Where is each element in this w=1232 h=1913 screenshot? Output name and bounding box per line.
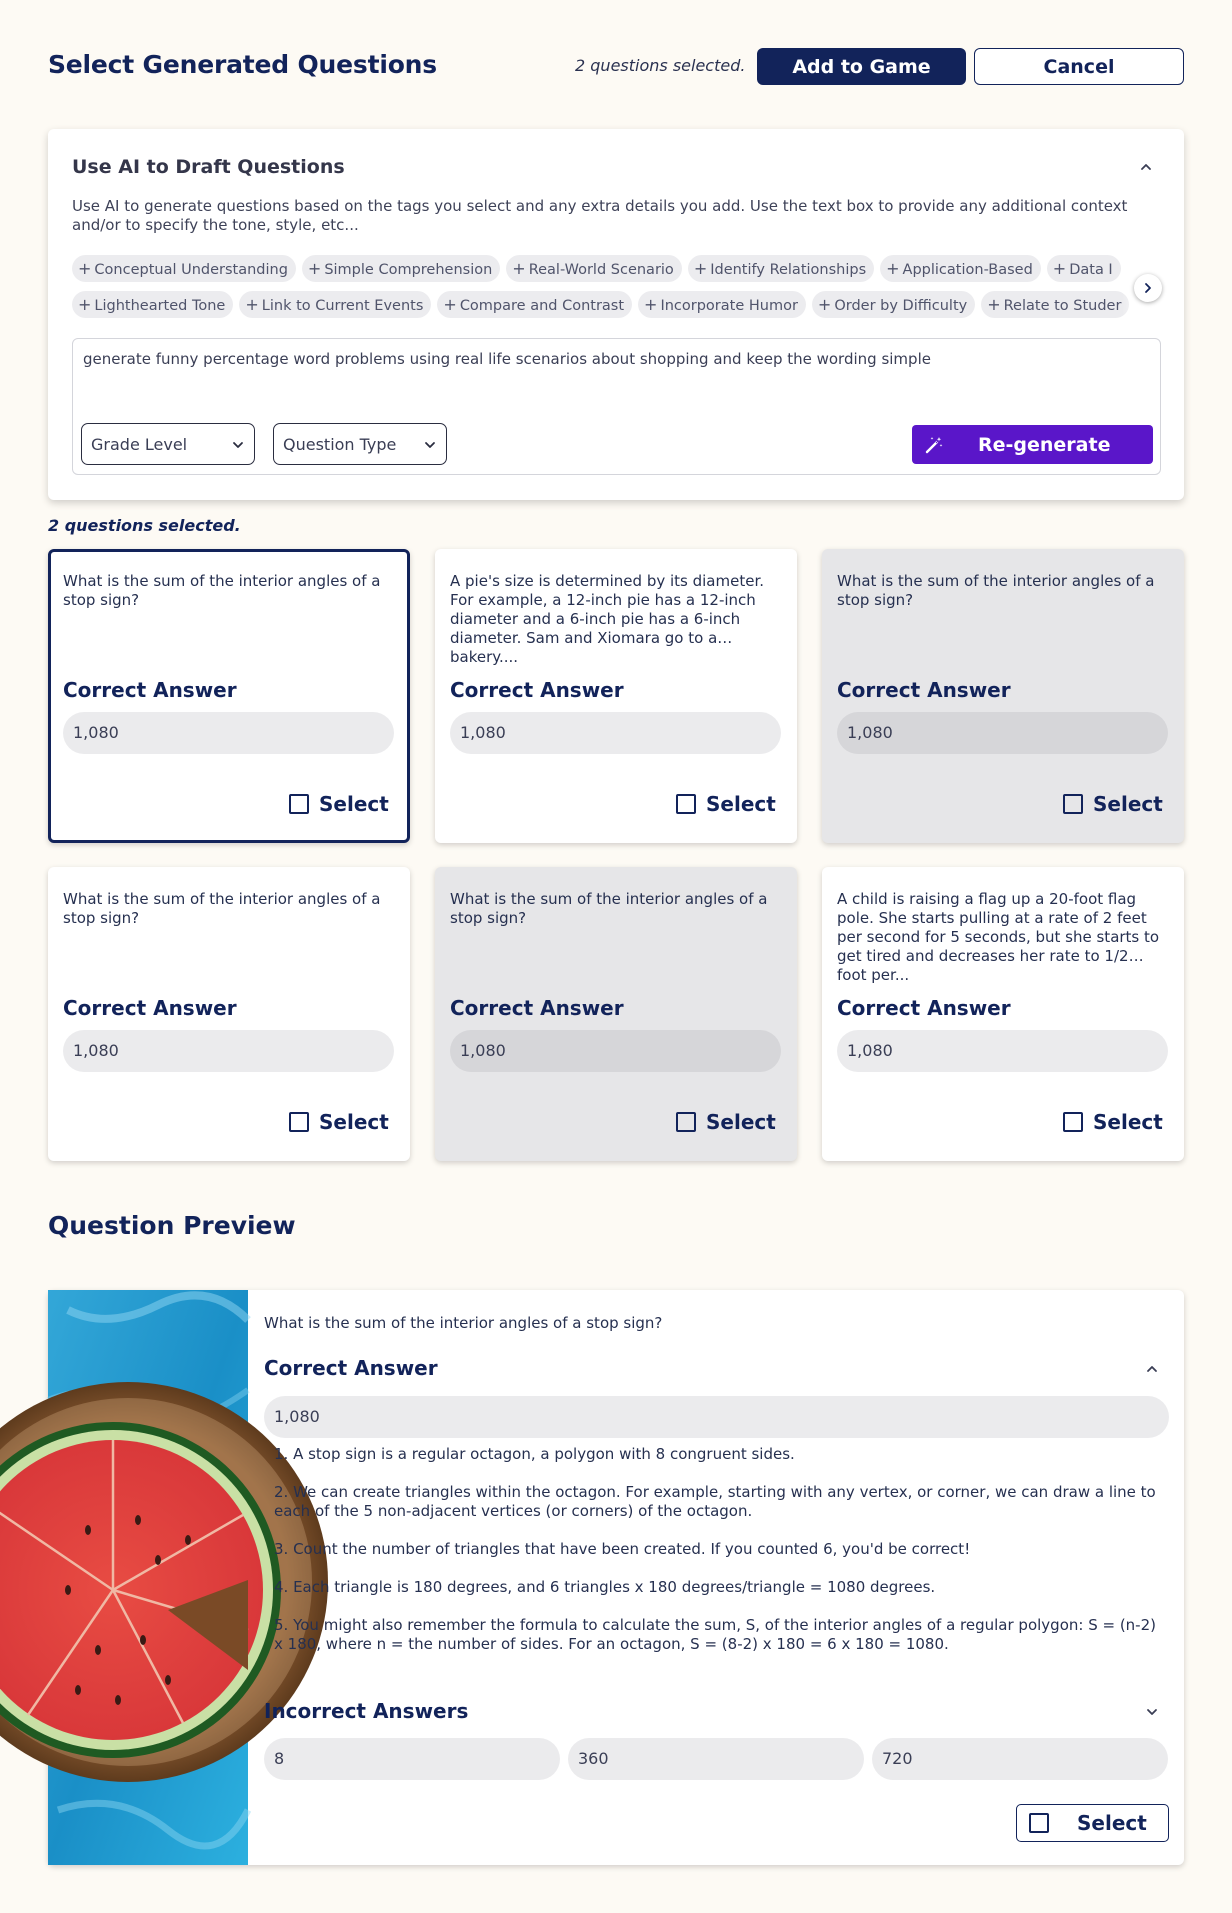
preview-select-button[interactable]: Select: [1016, 1804, 1169, 1842]
tag-chip[interactable]: + Incorporate Humor: [638, 291, 806, 318]
grade-level-select[interactable]: Grade Level: [81, 423, 255, 465]
question-card[interactable]: [822, 867, 1184, 1161]
chevron-down-icon: [423, 438, 437, 452]
tag-chip[interactable]: + Identify Relationships: [688, 255, 874, 282]
plus-icon: +: [644, 295, 658, 314]
correct-answer-label: Correct Answer: [63, 678, 237, 702]
watermelon-image: [48, 1290, 248, 1865]
question-card[interactable]: [48, 549, 410, 843]
tag-chip[interactable]: + Order by Difficulty: [812, 291, 975, 318]
plus-icon: +: [443, 295, 457, 314]
question-card[interactable]: [435, 867, 797, 1161]
tag-chip[interactable]: + Conceptual Understanding: [72, 255, 296, 282]
tag-chip[interactable]: + Data I: [1047, 255, 1121, 282]
cancel-button[interactable]: Cancel: [974, 48, 1184, 85]
plus-icon: +: [817, 295, 832, 314]
correct-answer-value: 1,080: [63, 1030, 394, 1072]
selected-count: 2 questions selected.: [575, 56, 746, 75]
correct-answer-label: Correct Answer: [837, 678, 1011, 702]
correct-answer-value: 1,080: [264, 1396, 1169, 1438]
chevron-right-icon: [1142, 282, 1154, 294]
page-header: [48, 46, 1184, 88]
tag-chip[interactable]: + Compare and Contrast: [437, 291, 632, 318]
ai-draft-panel: [48, 129, 1184, 500]
plus-icon: +: [1052, 259, 1067, 278]
tag-list: [72, 255, 1162, 325]
plus-icon: +: [78, 259, 92, 278]
select-checkbox[interactable]: Select: [1063, 790, 1157, 816]
preview-title: Question Preview: [48, 1211, 296, 1240]
card-question: A pie's size is determined by its diameter. For example, a 12-inch pie has a 12-inch diameter and a 6-inch pie has a 6-inch diameter. Sam and Xiomara go to a bakery....: [450, 572, 765, 666]
tag-chip[interactable]: + Application-Based: [880, 255, 1041, 282]
select-checkbox[interactable]: Select: [676, 790, 770, 816]
plus-icon: +: [693, 259, 708, 278]
correct-answer-label: Correct Answer: [837, 996, 1011, 1020]
correct-answer-value: 1,080: [450, 712, 781, 754]
plus-icon: +: [886, 259, 900, 278]
card-question: What is the sum of the interior angles of a stop sign?: [450, 890, 768, 927]
regenerate-button[interactable]: Re-generate: [912, 425, 1153, 464]
tags-scroll-right-button[interactable]: [1134, 274, 1162, 302]
tag-row-2: [72, 291, 1135, 318]
checkbox-icon: [1063, 794, 1083, 814]
checkbox-icon: [1029, 1813, 1049, 1833]
checkbox-icon: [1063, 1112, 1083, 1132]
incorrect-answer-value: 8: [264, 1738, 560, 1780]
preview-question: What is the sum of the interior angles of a stop sign?: [264, 1314, 663, 1332]
explanation-steps: [274, 1445, 1164, 1673]
chevron-down-icon[interactable]: [1145, 1705, 1159, 1719]
explanation-step: 4. Each triangle is 180 degrees, and 6 triangles x 180 degrees/triangle = 1080 degrees.: [274, 1578, 936, 1596]
card-question: What is the sum of the interior angles of a stop sign?: [63, 890, 381, 927]
card-question: What is the sum of the interior angles of a stop sign?: [63, 572, 381, 609]
prompt-text[interactable]: generate funny percentage word problems using real life scenarios about shopping and keep the wording simple: [83, 350, 931, 368]
correct-answer-label: Correct Answer: [450, 678, 624, 702]
add-to-game-button[interactable]: Add to Game: [757, 48, 966, 85]
ai-panel-title: Use AI to Draft Questions: [72, 156, 345, 178]
checkbox-icon: [289, 794, 309, 814]
tag-chip[interactable]: + Link to Current Events: [239, 291, 431, 318]
plus-icon: +: [987, 295, 1001, 314]
explanation-step: 1. A stop sign is a regular octagon, a polygon with 8 congruent sides.: [274, 1445, 795, 1463]
select-checkbox[interactable]: Select: [676, 1108, 770, 1134]
plus-icon: +: [78, 295, 92, 314]
incorrect-answer-value: 360: [568, 1738, 864, 1780]
tag-chip[interactable]: + Real-World Scenario: [506, 255, 682, 282]
chevron-up-icon[interactable]: [1138, 159, 1154, 175]
page-title: Select Generated Questions: [48, 50, 437, 79]
plus-icon: +: [512, 259, 526, 278]
correct-answer-value: 1,080: [837, 712, 1168, 754]
checkbox-icon: [676, 794, 696, 814]
card-question: What is the sum of the interior angles of a stop sign?: [837, 572, 1155, 609]
checkbox-icon: [676, 1112, 696, 1132]
tag-row-1: [72, 255, 1127, 282]
correct-answer-label: Correct Answer: [63, 996, 237, 1020]
explanation-step: 3. Count the number of triangles that have been created. If you counted 6, you'd be correct!: [274, 1540, 971, 1558]
select-checkbox[interactable]: Select: [289, 1108, 383, 1134]
incorrect-answer-value: 720: [872, 1738, 1168, 1780]
checkbox-icon: [289, 1112, 309, 1132]
correct-answer-label: Correct Answer: [450, 996, 624, 1020]
card-question: A child is raising a flag up a 20-foot flag pole. She starts pulling at a rate of 2 feet per second for 5 seconds, but she starts to get tired and decreases her rate to 1/2 foot per...: [837, 890, 1160, 984]
tag-chip[interactable]: + Simple Comprehension: [302, 255, 500, 282]
incorrect-answers-label: Incorrect Answers: [264, 1699, 469, 1723]
magic-wand-icon: [924, 435, 944, 455]
explanation-step: 2. We can create triangles within the octagon. For example, starting with any vertex, or corner, we can draw a line to each of the 5 non-adjacent vertices (or corners) of the octagon.: [274, 1483, 1156, 1520]
question-card[interactable]: [435, 549, 797, 843]
correct-answer-value: 1,080: [450, 1030, 781, 1072]
question-card[interactable]: [48, 867, 410, 1161]
select-checkbox[interactable]: Select: [1063, 1108, 1157, 1134]
chevron-down-icon: [231, 438, 245, 452]
plus-icon: +: [307, 259, 322, 278]
tag-chip[interactable]: + Lighthearted Tone: [72, 291, 233, 318]
correct-answer-value: 1,080: [63, 712, 394, 754]
chevron-up-icon[interactable]: [1145, 1362, 1159, 1376]
question-type-select[interactable]: Question Type: [273, 423, 447, 465]
question-preview-card: [48, 1290, 1184, 1865]
question-card[interactable]: [822, 549, 1184, 843]
correct-answer-value: 1,080: [837, 1030, 1168, 1072]
prompt-input[interactable]: [72, 338, 1161, 475]
explanation-step: 5. You might also remember the formula to calculate the sum, S, of the interior angles of a regular polygon: S = (n-2) x 180, where n = the number of sides. For an octagon, S = (8-2) x 180 = 6 x 180 = 1080.: [274, 1616, 1156, 1653]
correct-answer-label: Correct Answer: [264, 1356, 438, 1380]
plus-icon: +: [245, 295, 259, 314]
select-checkbox[interactable]: Select: [289, 790, 383, 816]
ai-panel-description: Use AI to generate questions based on the tags you select and any extra details you add. Use the text box to provide any additional context and/or to specify the tone, style, etc...: [72, 197, 1128, 234]
selected-count-note: 2 questions selected.: [48, 516, 241, 535]
tag-chip[interactable]: + Relate to Studer: [981, 291, 1129, 318]
